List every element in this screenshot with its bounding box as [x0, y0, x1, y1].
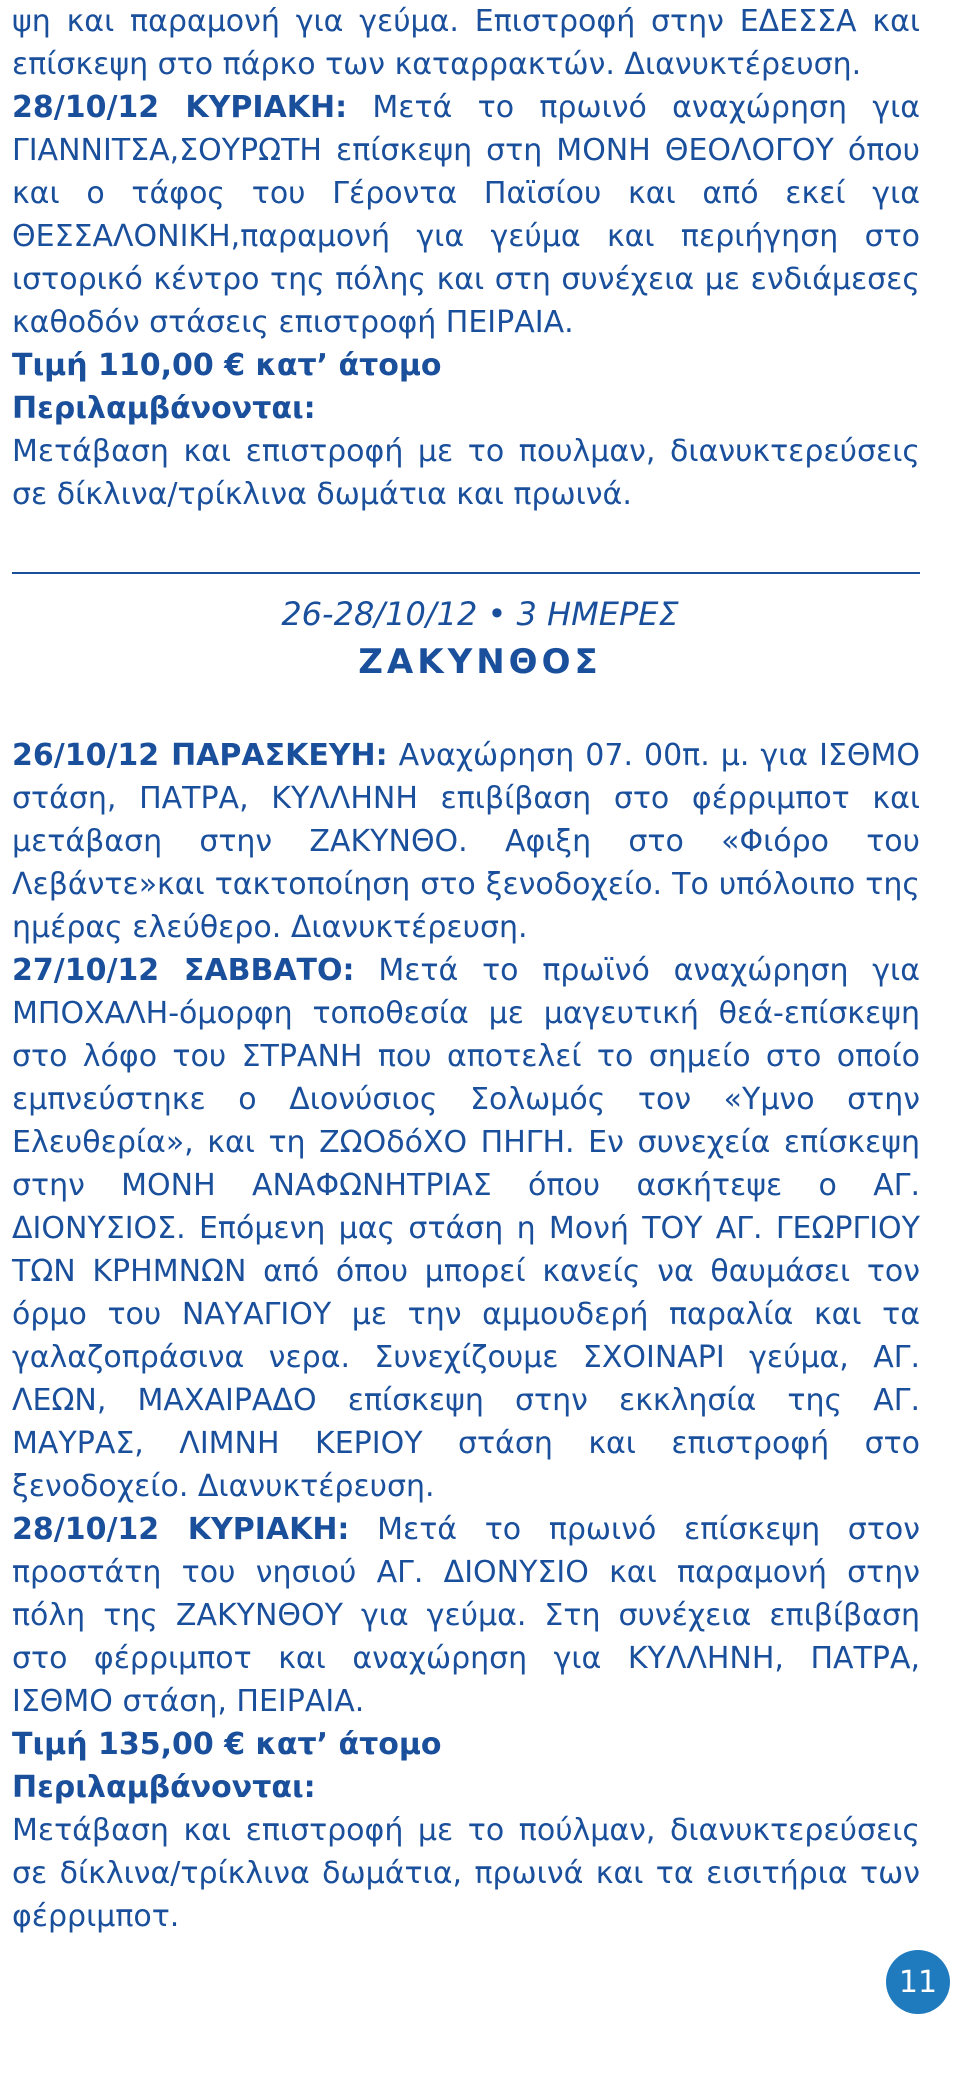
- trip2-day2: [12, 949, 920, 1508]
- day-label: 28/10/12 ΚΥΡΙΑΚΗ:: [12, 90, 348, 125]
- trip2-price: Τιμή 135,00 € κατ’ άτομο: [12, 1727, 442, 1762]
- trip2-itinerary: [12, 734, 920, 1938]
- page-number-badge: 11: [886, 1950, 950, 2014]
- day-label: 27/10/12 ΣΑΒΒΑΤΟ:: [12, 953, 355, 988]
- day-label: 28/10/12 ΚΥΡΙΑΚΗ:: [12, 1512, 350, 1547]
- trip2-day1: [12, 734, 920, 949]
- day-label: 26/10/12 ΠΑΡΑΣΚΕΥΗ:: [12, 738, 388, 773]
- day-text: Μετά το πρωινό επίσκεψη στον προστάτη του νησιού ΑΓ. ΔΙΟΝΥΣΙΟ και παραμονή στην πόλη της ΖΑΚΥΝΘΟΥ για γεύμα. Στη συνέχεια επιβίβαση στο φέρριμποτ και αναχώρηση για ΚΥΛΛΗΝΗ, ΠΑΤΡΑ, ΙΣΘΜΟ στάση, ΠΕΙΡΑΙΑ.: [12, 1512, 920, 1719]
- trip2-included-text: Μετάβαση και επιστροφή με το πούλμαν, διανυκτερεύσεις σε δίκλινα/τρίκλινα δωμάτια, πρωινά και τα εισιτήρια των φέρριμποτ.: [12, 1813, 920, 1934]
- day-text: Αναχώρηση 07. 00π. μ. για ΙΣΘΜΟ στάση, ΠΑΤΡΑ, ΚΥΛΛΗΝΗ επιβίβαση στο φέρριμποτ και μετάβαση στην ΖΑΚΥΝΘΟ. Αφιξη στο «Φιόρο του Λεβάντε»και τακτοποίηση στο ξενοδοχείο. Το υπόλοιπο της ημέρας ελεύθερο. Διανυκτέρευση.: [12, 738, 920, 945]
- trip1-prev-day-text: ψη και παραμονή για γεύμα. Επιστροφή στην ΕΔΕΣΣΑ και επίσκεψη στο πάρκο των καταρρακτών. Διανυκτέρευση.: [12, 4, 920, 82]
- trip1-price: Τιμή 110,00 € κατ’ άτομο: [12, 348, 442, 383]
- trip2-included-label: Περιλαμβάνονται:: [12, 1770, 316, 1805]
- trip2-day3: [12, 1508, 920, 1723]
- section-divider: [12, 572, 920, 574]
- trip2-dates: 26-28/10/12 • 3 ΗΜΕΡΕΣ: [281, 595, 679, 633]
- trip2-title: ΖΑΚΥΝΘΟΣ: [358, 642, 602, 682]
- day-text: Μετά το πρωϊνό αναχώρηση για ΜΠΟΧΑΛΗ-όμορφη τοποθεσία με μαγευτική θεά-επίσκεψη στο λόφο του ΣΤΡΑΝΗ που αποτελεί το σημείο στο οποίο εμπνεύστηκε ο Διονύσιος Σολωμός τον «Υμνο στην Ελευθερία», και τη ΖΩΟδόΧΟ ΠΗΓΗ. Εν συνεχεία επίσκεψη στην ΜΟΝΗ ΑΝΑΦΩΝΗΤΡΙΑΣ όπου ασκήτεψε ο ΑΓ. ΔΙΟΝΥΣΙΟΣ. Επόμενη μας στάση η Μονή ΤΟΥ ΑΓ. ΓΕΩΡΓΙΟΥ ΤΩΝ ΚΡΗΜΝΩΝ από όπου μπορεί κανείς να θαυμάσει τον όρμο του ΝΑΥΑΓΙΟΥ με την αμμουδερή παραλία και τα γαλαζοπράσινα νερα. Συνεχίζουμε ΣΧΟΙΝΑΡΙ γεύμα, ΑΓ. ΛΕΩΝ, ΜΑΧΑΙΡΑΔΟ επίσκεψη στην εκκλησία της ΑΓ. ΜΑΥΡΑΣ, ΛΙΜΝΗ ΚΕΡΙΟΥ στάση και επιστροφή στο ξενοδοχείο. Διανυκτέρευση.: [12, 953, 920, 1504]
- trip1-included-label: Περιλαμβάνονται:: [12, 391, 316, 426]
- trip1-included-text: Μετάβαση και επιστροφή με το πουλμαν, διανυκτερεύσεις σε δίκλινα/τρίκλινα δωμάτια και πρωινά.: [12, 434, 920, 512]
- day-text: Μετά το πρωινό αναχώρηση για ΓΙΑΝΝΙΤΣΑ,ΣΟΥΡΩΤΗ επίσκεψη στη ΜΟΝΗ ΘΕΟΛΟΓΟΥ όπου και ο τάφος του Γέροντα Παϊσίου και από εκεί για ΘΕΣΣΑΛΟΝΙΚΗ,παραμονή για γεύμα και περιήγηση στο ιστορικό κέντρο της πόλης και στη συνέχεια με ενδιάμεσες καθοδόν στάσεις επιστροφή ΠΕΙΡΑΙΑ.: [12, 90, 920, 340]
- trip1-continuation: [12, 0, 920, 516]
- trip1-day3: [12, 86, 920, 344]
